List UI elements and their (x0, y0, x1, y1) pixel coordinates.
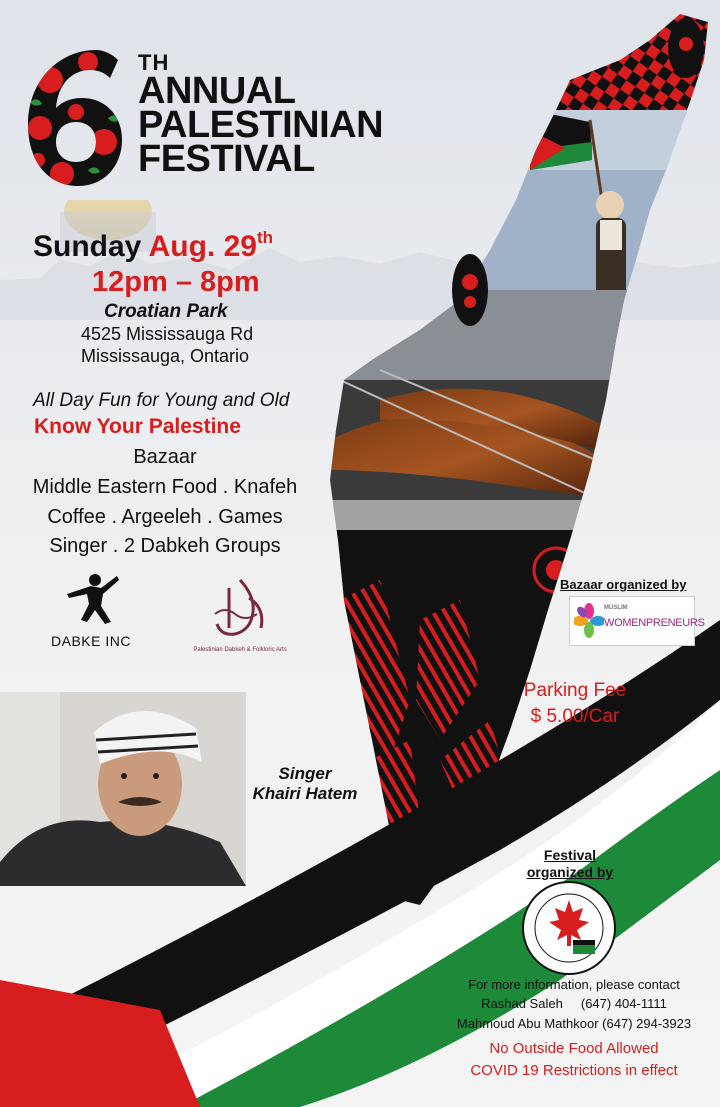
singer-credit (246, 764, 364, 804)
event-date-suffix: th (256, 228, 273, 247)
womenpreneurs-small: MUSLIM (604, 605, 628, 611)
activity-item: Bazaar (133, 446, 197, 468)
parking-fee-price: $ 5.00/Car (530, 706, 620, 727)
contact-person (428, 1016, 720, 1031)
title-line-1: ANNUAL (138, 70, 296, 112)
womenpreneurs-logo (569, 596, 705, 646)
parking-fee-label: Parking Fee (523, 680, 627, 701)
flower-icon (574, 603, 604, 639)
event-date (33, 228, 273, 264)
program-tagline: All Day Fun for Young and Old (33, 390, 290, 411)
dabke-inc-label: DABKE INC (51, 633, 131, 649)
womenpreneurs-name: WOMENPRENEURS (604, 617, 705, 629)
festival-organizer-line1: Festival (543, 847, 597, 863)
singer-name: Khairi Hatem (252, 784, 358, 803)
contact-phone: (647) 404-1111 (580, 996, 667, 1011)
singer-photo (0, 692, 246, 886)
contact-intro: For more information, please contact (468, 977, 680, 992)
title-line-3: FESTIVAL (138, 138, 315, 180)
activity-item: Middle Eastern Food . Knafeh (32, 476, 298, 498)
contact-person (428, 996, 720, 1011)
notice-covid: COVID 19 Restrictions in effect (470, 1062, 678, 1079)
title-line-2: PALESTINIAN (138, 104, 384, 146)
contact-name: Mahmoud Abu Mathkoor (456, 1016, 599, 1031)
program-highlight: Know Your Palestine (34, 415, 241, 438)
contact-name: Rashad Saleh (481, 996, 563, 1011)
event-address-line2: Mississauga, Ontario (81, 346, 250, 366)
event-time: 12pm – 8pm (92, 266, 260, 298)
notice-no-outside-food: No Outside Food Allowed (489, 1040, 659, 1057)
activity-item: Singer . 2 Dabkeh Groups (49, 535, 281, 557)
six-numeral-rose-pattern (18, 42, 128, 192)
activity-item: Coffee . Argeeleh . Games (47, 506, 283, 528)
association-seal-logo (521, 880, 617, 976)
parking-fee (505, 678, 645, 730)
event-date-value: Aug. 29 (148, 230, 257, 263)
bazaar-organizer-label: Bazaar organized by (560, 577, 687, 592)
dabkeh-folkloric-caption: Palestinian Dabkeh & Folkloric Arts (193, 647, 287, 653)
title-ordinal: TH (138, 50, 170, 75)
festival-organizer-label (515, 847, 625, 881)
event-venue: Croatian Park (104, 301, 228, 322)
event-day: Sunday (33, 230, 142, 263)
singer-role: Singer (278, 764, 332, 783)
contact-phone: (647) 294-3923 (602, 1016, 692, 1031)
event-address-line1: 4525 Mississauga Rd (81, 324, 254, 344)
festival-organizer-line2: organized by (526, 864, 614, 880)
